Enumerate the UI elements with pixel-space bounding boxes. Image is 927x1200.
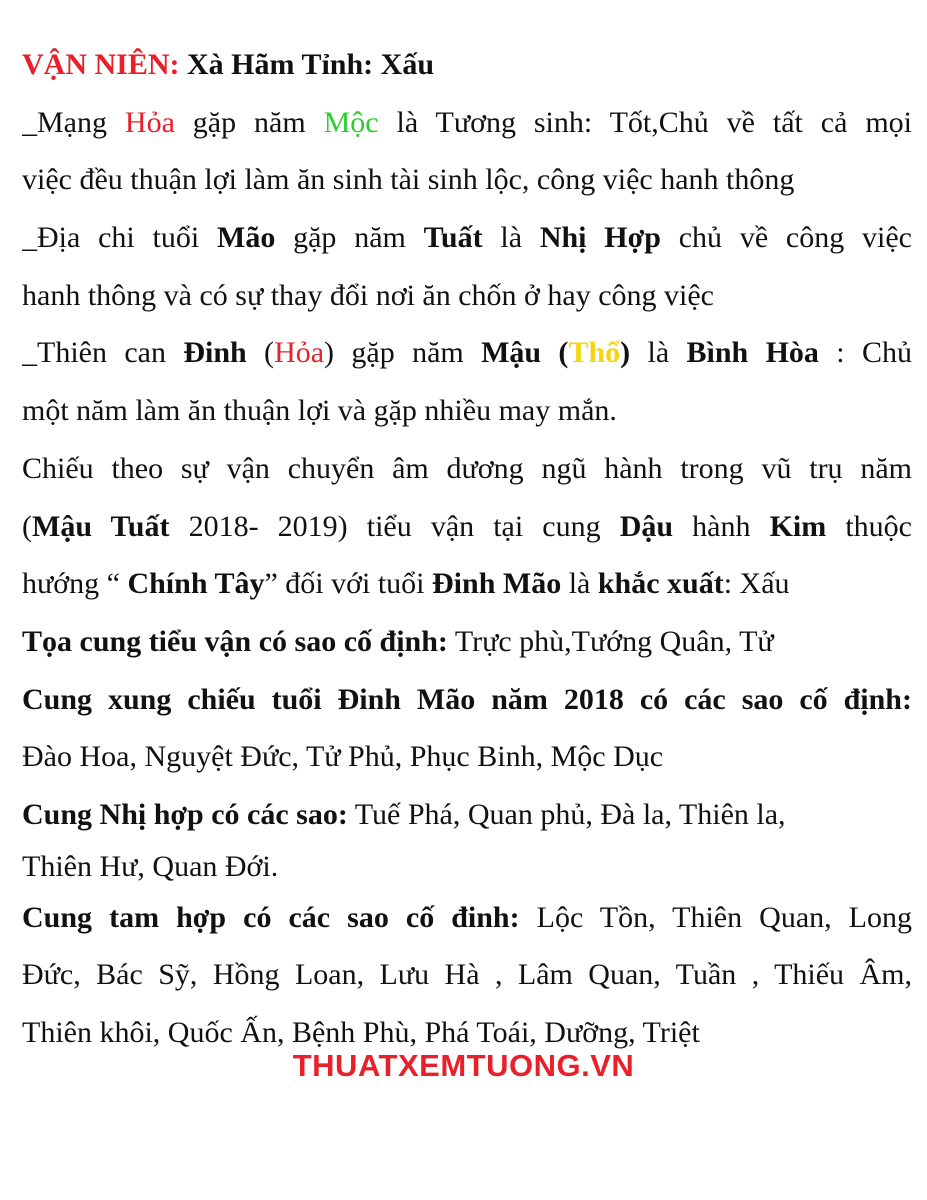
thiencan-text: là [630,336,687,370]
cung-xung-label: Cung xung chiếu tuổi Đinh Mão năm 2018 có các sao cố định: [22,682,912,716]
cung-tam-hop-line-1 [22,889,912,947]
chieu-line-1-text: Chiếu theo sự vận chuyển âm dương ngũ hành trong vũ trụ năm [22,451,912,485]
cung-nhi-hop-line-2-text: Thiên Hư, Quan Đới. [22,849,279,883]
thiencan-bold: Mậu [481,336,542,370]
thiencan-bold: Đinh [183,336,247,370]
diachi-line-1 [22,209,912,267]
cung-nhi-hop-label: Cung Nhị hợp có các sao: [22,797,348,831]
diachi-text: gặp năm [275,221,424,255]
cung-xung-line-1 [22,671,912,729]
chieu-text: ” đối với tuổi [264,567,433,601]
thiencan-text: : Chủ [818,336,912,370]
toa-cung-value: Trực phù,Tướng Quân, Tử [447,624,774,658]
menh-line-1 [22,94,912,152]
chieu-bold: Kim [769,509,827,543]
cung-nhi-hop-value: Tuế Phá, Quan phủ, Đà la, Thiên la, [347,797,786,831]
diachi-line-2-text: hanh thông và có sự thay đổi nơi ăn chốn ở hay công việc [22,278,714,312]
chieu-text: : Xấu [723,567,790,601]
thiencan-element-fire: Hỏa [274,336,325,370]
thiencan-line-2 [22,382,912,440]
toa-cung-label: Tọa cung tiểu vận có sao cố định: [22,624,448,658]
chieu-line-1 [22,440,912,498]
thiencan-text: ) gặp năm [324,336,482,370]
thiencan-bold: Bình Hòa [686,336,819,370]
chieu-text: thuộc [826,509,912,543]
thiencan-element-earth: Thổ [568,336,621,370]
chieu-text: hướng “ [22,567,128,601]
chieu-bold: Mậu Tuất [32,509,170,543]
chieu-text: hành [673,509,770,543]
diachi-bold: Tuất [423,221,483,255]
thiencan-text: ( [246,336,275,370]
cung-tam-hop-value: Lộc Tồn, Thiên Quan, Long [519,900,912,934]
cung-xung-line-2 [22,728,912,786]
diachi-bold: Nhị Hợp [539,221,661,255]
menh-element: Hỏa [124,105,175,139]
diachi-text: chủ về công việc [660,221,912,255]
diachi-text: _Địa chi tuổi [22,221,217,255]
cung-tam-hop-line-2-text: Đức, Bác Sỹ, Hồng Loan, Lưu Hà , Lâm Quan, Tuần , Thiếu Âm, [22,958,912,992]
thiencan-text: _Thiên can [22,336,184,370]
chieu-line-2 [22,498,912,556]
year-element: Mộc [323,105,379,139]
cung-tam-hop-line-3-text: Thiên khôi, Quốc Ấn, Bệnh Phù, Phá Toái, Dưỡng, Triệt [22,1016,700,1049]
diachi-text: là [482,221,540,255]
heading-label: VẬN NIÊN: [22,48,180,81]
cung-tam-hop-label: Cung tam hợp có các sao cố đinh: [22,900,520,934]
thiencan-bold: ) [620,336,631,370]
site-brand-watermark: THUATXEMTUONG.VN [292,1048,635,1083]
menh-line-2 [22,151,912,209]
thiencan-bold: ( [541,336,569,370]
chieu-bold: Dậu [619,509,674,543]
menh-prefix: _Mạng [22,105,125,139]
document-body [22,36,912,1062]
cung-nhi-hop-line-1 [22,786,912,844]
heading-value: Xà Hãm Tỉnh: Xấu [187,48,435,81]
diachi-bold: Mão [217,221,276,255]
cung-nhi-hop-line-2 [22,844,912,889]
chieu-text: ( [22,509,32,543]
diachi-line-2 [22,267,912,325]
chieu-bold: khắc xuất [597,567,724,601]
cung-xung-value: Đào Hoa, Nguyệt Đức, Tử Phủ, Phục Binh, Mộc Dục [22,740,664,774]
cung-tam-hop-line-2 [22,946,912,1004]
chieu-text: 2018- 2019) tiểu vận tại cung [169,509,620,543]
toa-cung-line [22,613,912,671]
menh-mid: gặp năm [174,105,324,139]
thiencan-line-1 [22,324,912,382]
chieu-bold: Đinh Mão [432,567,562,601]
chieu-line-3 [22,555,912,613]
chieu-text: là [561,567,598,601]
heading-line [22,36,912,94]
menh-line-2-text: việc đều thuận lợi làm ăn sinh tài sinh lộc, công việc hanh thông [22,163,795,197]
menh-rest: là Tương sinh: Tốt,Chủ về tất cả mọi [378,105,912,139]
thiencan-line-2-text: một năm làm ăn thuận lợi và gặp nhiều may mắn. [22,394,617,428]
chieu-bold: Chính Tây [127,567,265,601]
